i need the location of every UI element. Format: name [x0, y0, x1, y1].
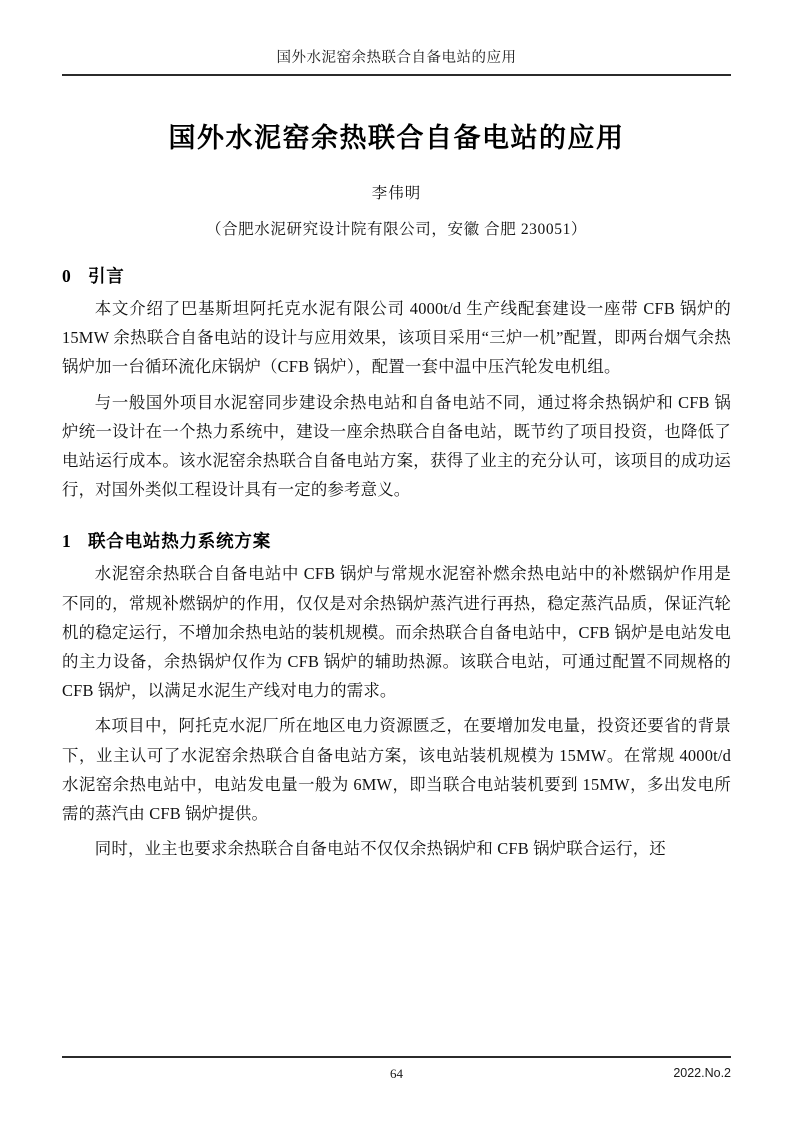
paragraph: 本项目中，阿托克水泥厂所在地区电力资源匮乏，在要增加发电量，投资还要省的背景下，业主认可了水泥窑余热联合自备电站方案，该电站装机规模为 15MW。在常规 4000t/d 水泥窑余热电站中，电站发电量一般为 6MW，即当联合电站装机要到 15MW，多出发电所需的蒸汽由 CFB 锅炉提供。	[62, 716, 731, 824]
paragraph: 水泥窑余热联合自备电站中 CFB 锅炉与常规水泥窑补燃余热电站中的补燃锅炉作用是不同的，常规补燃锅炉的作用，仅仅是对余热锅炉蒸汽进行再热，稳定蒸汽品质，保证汽轮机的稳定运行，不增加余热电站的装机规模。而余热联合自备电站中，CFB 锅炉是电站发电的主力设备，余热锅炉仅作为 CFB 锅炉的辅助热源。该联合电站，可通过配置不同规格的 CFB 锅炉，以满足水泥生产线对电力的需求。	[62, 564, 731, 701]
section-heading-1	[62, 528, 731, 553]
section-number-1: 1	[62, 531, 72, 552]
running-head: 国外水泥窑余热联合自备电站的应用	[276, 50, 517, 66]
issue-label: 2022.No.2	[673, 1066, 731, 1080]
section-title-1: 联合电站热力系统方案	[88, 531, 271, 552]
section-heading-0	[62, 263, 731, 288]
page-title: 国外水泥窑余热联合自备电站的应用	[168, 123, 625, 153]
page-content	[62, 46, 731, 1076]
author-affiliation: （合肥水泥研究设计院有限公司，安徽 合肥 230051）	[205, 221, 588, 238]
paragraph: 与一般国外项目水泥窑同步建设余热电站和自备电站不同，通过将余热锅炉和 CFB 锅炉统一设计在一个热力系统中，建设一座余热联合自备电站，既节约了项目投资，也降低了电站运行成本。该水泥窑余热联合自备电站方案，获得了业主的充分认可，该项目的成功运行，对国外类似工程设计具有一定的参考意义。	[62, 392, 731, 500]
paragraph: 同时，业主也要求余热联合自备电站不仅仅余热锅炉和 CFB 锅炉联合运行，还	[94, 839, 666, 859]
section-number-0: 0	[62, 266, 72, 286]
paragraph: 本文介绍了巴基斯坦阿托克水泥有限公司 4000t/d 生产线配套建设一座带 CFB 锅炉的 15MW 余热联合自备电站的设计与应用效果，该项目采用“三炉一机”配置，即两台烟气余热锅炉加一台循环流化床锅炉（CFB 锅炉），配置一套中温中压汽轮发电机组。	[62, 299, 731, 377]
author-name: 李伟明	[371, 185, 422, 202]
running-head-rule	[62, 74, 731, 76]
page-footer	[62, 1066, 731, 1086]
footer-rule	[62, 1056, 731, 1058]
page-number: 64	[390, 1066, 403, 1081]
section-title-0: 引言	[88, 266, 125, 286]
